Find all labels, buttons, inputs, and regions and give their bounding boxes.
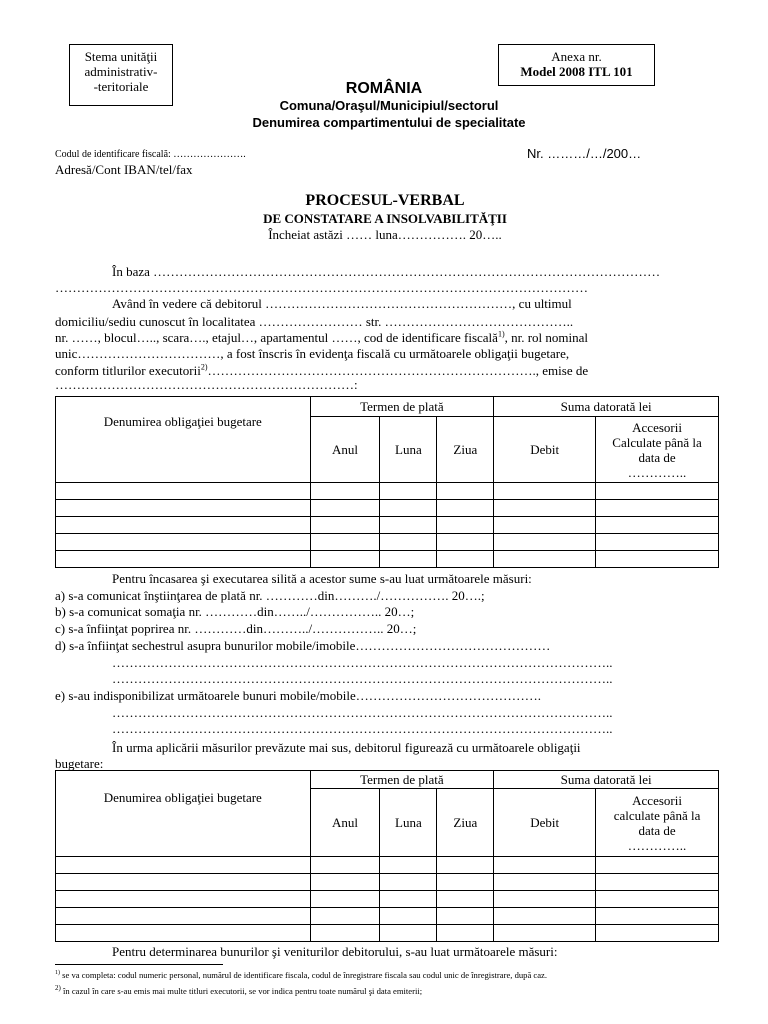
table1-header-debit: Debit xyxy=(494,417,596,483)
table2-acc-line-4: ………….. xyxy=(627,837,687,853)
anexa-label: Anexa nr. xyxy=(551,49,602,64)
table-row xyxy=(56,908,719,925)
table-row xyxy=(56,483,719,500)
table2-header-name: Denumirea obligaţiei bugetare xyxy=(56,771,311,857)
table2-header-luna: Luna xyxy=(380,789,437,857)
measure-d: d) s-a înfiinţat sechestrul asupra bunurilor mobile/imobile……………………………………… xyxy=(55,638,551,653)
footnote-ref-2: 2) xyxy=(200,362,208,372)
p2-line-2: domiciliu/sediu cunoscut în localitatea …………………… str. …………………………………….. xyxy=(55,314,574,329)
table2-acc-line-1: Accesorii xyxy=(632,792,682,808)
comuna-line: Comuna/Oraşul/Municipiul/sectorul xyxy=(279,98,499,113)
table-row xyxy=(56,891,719,908)
footnote-2 xyxy=(55,986,422,996)
table1-header-suma: Suma datorată lei xyxy=(494,397,719,417)
table2-header-accesorii xyxy=(596,789,719,857)
obligations-table-2 xyxy=(55,770,719,942)
model-label: Model 2008 ITL 101 xyxy=(520,64,633,79)
footnote-2-number: 2) xyxy=(55,984,61,993)
measure-a: a) s-a comunicat înştiinţarea de plată nr. …………din………./……………. 20….; xyxy=(55,588,485,603)
measure-d-dots-1: …………………………………………………………………………………………………….. xyxy=(112,655,613,670)
table2-header-ziua: Ziua xyxy=(437,789,494,857)
table-row xyxy=(56,517,719,534)
stema-line-3: -teritoriale xyxy=(93,79,149,94)
table1-header-luna: Luna xyxy=(380,417,437,483)
p1-line-2: …………………………………………………………………………………………………………… xyxy=(55,280,588,295)
table-row xyxy=(56,857,719,874)
p1-line-1: În baza ……………………………………………………………………………………………………… xyxy=(112,264,661,279)
result-line-1: În urma aplicării măsurilor prevăzute mai sus, debitorul figurează cu următoarele obligaţii xyxy=(112,740,581,755)
table1-header-name: Denumirea obligaţiei bugetare xyxy=(56,397,311,483)
table1-header-anul: Anul xyxy=(310,417,380,483)
table1-acc-line-2: Calculate până la xyxy=(612,434,702,450)
table1-acc-line-4: ………….. xyxy=(627,464,687,480)
p2-line-5-end: …………………………………………………………………., emise de xyxy=(207,363,589,378)
table1-header-ziua: Ziua xyxy=(437,417,494,483)
footnote-1-text: se va completa: codul numeric personal, numărul de identificare fiscala, codul de înregistrare fiscala sau codul unic de înregistrare, după caz. xyxy=(62,970,548,980)
p2-line-1: Având în vedere că debitorul …………………………………………………, cu ultimul xyxy=(112,296,572,311)
measure-b: b) s-a comunicat somaţia nr. …………din……../…………….. 20…; xyxy=(55,604,415,619)
p2-line-3-text: nr. ……, blocul….., scara…., etajul…, apartamentul ……, cod de identificare fiscală xyxy=(55,330,498,345)
country-title: ROMÂNIA xyxy=(345,80,423,97)
table-row xyxy=(56,500,719,517)
footnote-2-text: în cazul în care s-au emis mai multe titluri executorii, se vor indica pentru toate numărul şi data emiterii; xyxy=(63,986,423,996)
last-measures-line: Pentru determinarea bunurilor şi veniturilor debitorului, s-au luat următoarele măsuri: xyxy=(112,944,558,959)
table2-header-anul: Anul xyxy=(310,789,380,857)
measure-e-dots-2: …………………………………………………………………………………………………….. xyxy=(112,721,613,736)
table2-acc-line-3: data de xyxy=(638,822,676,838)
table1-acc-line-1: Accesorii xyxy=(632,419,682,435)
table-row xyxy=(56,534,719,551)
table2-header-termen: Termen de plată xyxy=(310,771,494,789)
table1-header-termen: Termen de plată xyxy=(310,397,494,417)
footnote-1-number: 1) xyxy=(55,970,60,977)
measure-c: c) s-a înfiinţat poprirea nr. …………din………../…………….. 20…; xyxy=(55,621,417,636)
nr-field: Nr. ………/…/200… xyxy=(527,146,642,161)
table-row xyxy=(56,874,719,891)
table1-header-accesorii xyxy=(596,417,719,483)
footnote-ref-1: 1) xyxy=(497,329,505,339)
table2-header-suma: Suma datorată lei xyxy=(494,771,719,789)
compartiment-line: Denumirea compartimentului de specialitate xyxy=(252,115,526,130)
p2-line-6: ……………………………………………………………: xyxy=(55,377,358,392)
document-title: PROCESUL-VERBAL xyxy=(305,192,465,209)
stema-line-2: administrativ- xyxy=(84,64,158,79)
document-subtitle: DE CONSTATARE A INSOLVABILITĂŢII xyxy=(263,211,507,226)
measure-e: e) s-au indisponibilizat următoarele bunuri mobile/mobile……………………………………. xyxy=(55,688,541,703)
measure-e-dots-1: …………………………………………………………………………………………………….. xyxy=(112,705,613,720)
measure-d-dots-2: …………………………………………………………………………………………………….. xyxy=(112,671,613,686)
footnote-divider xyxy=(55,964,223,965)
table-row xyxy=(56,925,719,942)
result-line-2: bugetare: xyxy=(55,756,104,771)
obligations-table-1 xyxy=(55,396,719,568)
measures-intro: Pentru încasarea şi executarea silită a acestor sume s-au luat următoarele măsuri: xyxy=(112,571,532,586)
p2-line-5-text: conform titlurilor executorii xyxy=(55,363,201,378)
p2-line-3-end: , nr. rol nominal xyxy=(504,330,589,345)
table1-acc-line-3: data de xyxy=(638,449,676,465)
date-line: Încheiat astăzi …… luna……………. 20….. xyxy=(268,227,502,242)
stema-line-1: Stema unităţii xyxy=(84,49,158,64)
footnote-1 xyxy=(55,970,547,980)
table-row xyxy=(56,551,719,568)
cod-fiscal: Codul de identificare fiscală: …………………. xyxy=(55,149,246,160)
table2-acc-line-2: calculate până la xyxy=(613,807,701,823)
p2-line-4: unic……………………………, a fost înscris în evidenţa fiscală cu următoarele obligaţii bugetare, xyxy=(55,346,570,361)
table2-header-debit: Debit xyxy=(494,789,596,857)
p2-line-3 xyxy=(55,330,588,346)
adresa-line: Adresă/Cont IBAN/tel/fax xyxy=(55,162,193,177)
